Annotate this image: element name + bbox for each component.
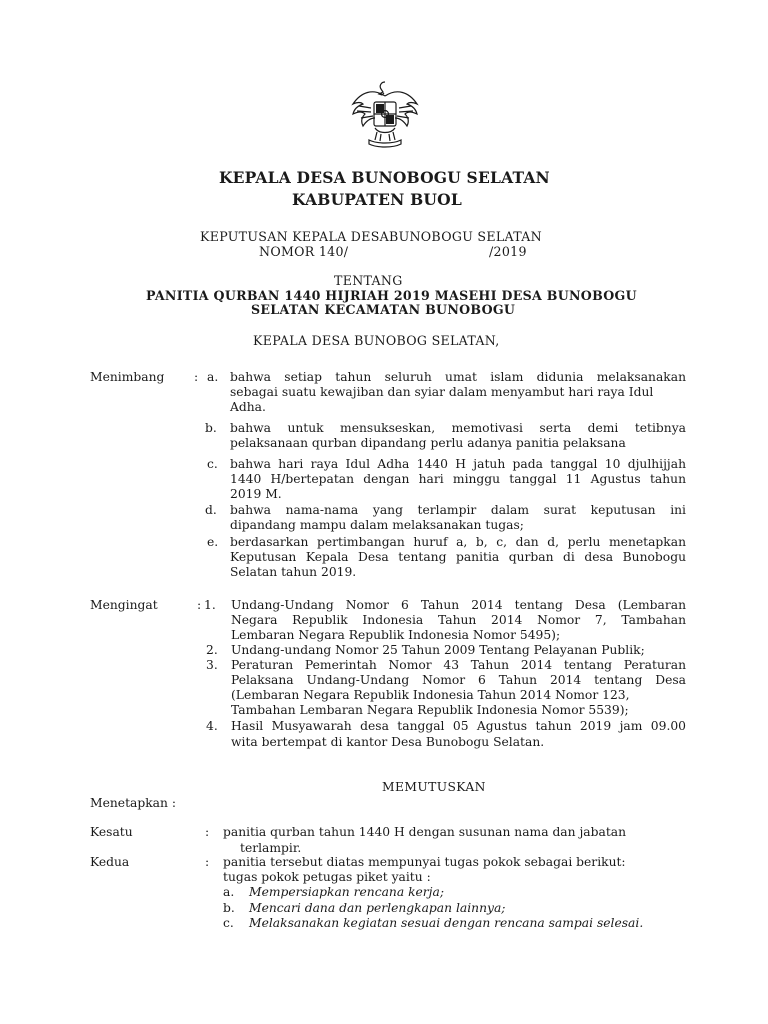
menimbang-b-line1: bahwa untuk mensukseskan, memotivasi serta demi tetibnya <box>230 421 686 435</box>
mengingat-3-line2: Pelaksana Undang-Undang Nomor 6 Tahun 2014 tentang Desa <box>231 673 686 687</box>
mengingat-3-line1: Peraturan Pemerintah Nomor 43 Tahun 2014 tentang Peraturan <box>231 658 686 672</box>
menimbang-a-line3: Adha. <box>230 400 266 414</box>
menimbang-c-line2: 1440 H/bertepatan dengan hari minggu tanggal 11 Agustus tahun <box>230 472 686 486</box>
menimbang-marker-d: d. <box>205 503 217 517</box>
decree-line1: KEPUTUSAN KEPALA DESABUNOBOGU SELATAN <box>200 229 542 244</box>
kedua-line1: panitia tersebut diatas mempunyai tugas pokok sebagai berikut: <box>223 855 626 869</box>
mengingat-3-line4: Tambahan Lembaran Negara Republik Indonesia Nomor 5539); <box>231 703 629 717</box>
menimbang-d-line2: dipandang mampu dalam melaksanakan tugas; <box>230 518 524 532</box>
decree-nomor-label: NOMOR 140/ <box>259 244 349 259</box>
menetapkan-label: Menetapkan : <box>90 796 176 810</box>
menimbang-marker-e: e. <box>207 535 219 549</box>
menimbang-c-line3: 2019 M. <box>230 487 282 501</box>
menimbang-colon: : <box>194 370 199 384</box>
menimbang-marker-c: c. <box>207 457 218 471</box>
mengingat-1-line1: Undang-Undang Nomor 6 Tahun 2014 tentang Desa (Lembaran <box>231 598 686 612</box>
kesatu-colon: : <box>205 825 210 839</box>
kedua-line2: tugas pokok petugas piket yaitu : <box>223 870 431 884</box>
kedua-task-marker-b: b. <box>223 901 235 915</box>
kedua-task-a: Mempersiapkan rencana kerja; <box>249 885 444 899</box>
kedua-task-b: Mencari dana dan perlengkapan lainnya; <box>249 901 506 915</box>
menimbang-a-line1: bahwa setiap tahun seluruh umat islam didunia melaksanakan <box>230 370 686 384</box>
mengingat-4-line1: Hasil Musyawarah desa tanggal 05 Agustus tahun 2019 jam 09.00 <box>231 719 686 733</box>
decree-subject-line1: PANITIA QURBAN 1440 HIJRIAH 2019 MASEHI DESA BUNOBOGU <box>146 288 637 303</box>
garuda-emblem-icon <box>347 78 423 150</box>
decree-subject-line2: SELATAN KECAMATAN BUNOBOGU <box>251 302 516 317</box>
kedua-colon: : <box>205 855 210 869</box>
menimbang-marker-b: b. <box>205 421 217 435</box>
memutuskan-heading: MEMUTUSKAN <box>382 780 486 794</box>
menimbang-e-line2: Keputusan Kepala Desa tentang panitia qurban di desa Bunobogu <box>230 550 686 564</box>
mengingat-1-line2: Negara Republik Indonesia Tahun 2014 Nomor 7, Tambahan <box>231 613 686 627</box>
mengingat-2-line1: Undang-undang Nomor 25 Tahun 2009 Tentang Pelayanan Publik; <box>231 643 645 657</box>
menimbang-e-line3: Selatan tahun 2019. <box>230 565 357 579</box>
kedua-task-c: Melaksanakan kegiatan sesuai dengan rencana sampai selesai. <box>249 916 644 930</box>
mengingat-marker-4: 4. <box>206 719 218 733</box>
decree-issuer: KEPALA DESA BUNOBOG SELATAN, <box>253 333 500 348</box>
menimbang-b-line2: pelaksanaan qurban dipandang perlu adanya panitia pelaksana <box>230 436 626 450</box>
menimbang-label: Menimbang <box>90 370 165 384</box>
decree-tentang: TENTANG <box>334 273 403 288</box>
menimbang-c-line1: bahwa hari raya Idul Adha 1440 H jatuh pada tanggal 10 djulhijjah <box>230 457 686 471</box>
menimbang-e-line1: berdasarkan pertimbangan huruf a, b, c, dan d, perlu menetapkan <box>230 535 686 549</box>
kesatu-label: Kesatu <box>90 825 133 839</box>
menimbang-a-line2: sebagai suatu kewajiban dan syiar dalam menyambut hari raya Idul <box>230 385 654 399</box>
mengingat-3-line3: (Lembaran Negara Republik Indonesia Tahun 2014 Nomor 123, <box>231 688 630 702</box>
menimbang-d-line1: bahwa nama-nama yang terlampir dalam surat keputusan ini <box>230 503 686 517</box>
kesatu-line2: terlampir. <box>240 841 302 855</box>
mengingat-1-line3: Lembaran Negara Republik Indonesia Nomor 5495); <box>231 628 561 642</box>
decree-nomor-year: /2019 <box>489 244 527 259</box>
header-title-line1: KEPALA DESA BUNOBOGU SELATAN <box>219 168 550 187</box>
mengingat-marker-3: 3. <box>206 658 218 672</box>
mengingat-label: Mengingat <box>90 598 158 612</box>
mengingat-marker-2: 2. <box>206 643 218 657</box>
kedua-label: Kedua <box>90 855 130 869</box>
menimbang-marker-a: a. <box>207 370 219 384</box>
header-title-line2: KABUPATEN BUOL <box>292 190 462 209</box>
mengingat-4-line2: wita bertempat di kantor Desa Bunobogu Selatan. <box>231 735 545 749</box>
kedua-task-marker-a: a. <box>223 885 235 899</box>
mengingat-colon: : <box>197 598 202 612</box>
kesatu-line1: panitia qurban tahun 1440 H dengan susunan nama dan jabatan <box>223 825 627 839</box>
mengingat-marker-1: 1. <box>204 598 216 612</box>
kedua-task-marker-c: c. <box>223 916 234 930</box>
